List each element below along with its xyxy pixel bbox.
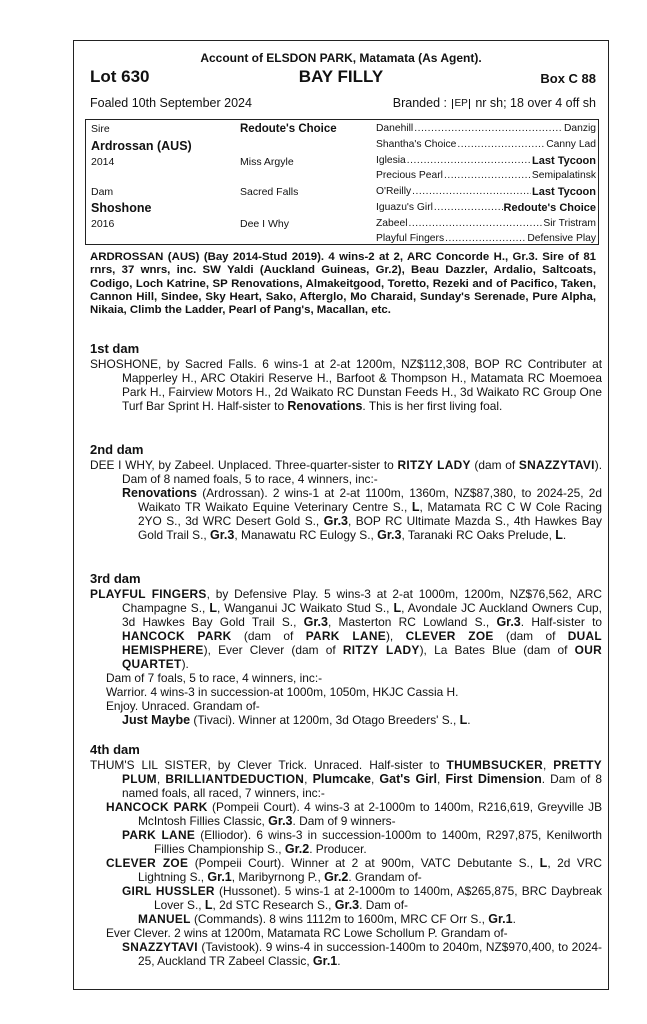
dams-dam: Dee I Why <box>240 218 290 230</box>
ancestor-sire: Defensive Play <box>527 233 596 244</box>
first-dam-heading: 1st dam <box>90 341 140 356</box>
ancestor-dam: Iguazu's Girl <box>376 202 433 213</box>
ancestor-row <box>376 155 596 167</box>
horse-description: BAY FILLY <box>298 67 384 86</box>
ancestor-dam: Precious Pearl <box>376 170 443 181</box>
ancestor-dam: Zabeel <box>376 218 408 229</box>
warrior-entry: Warrior. 4 wins-3 in succession-at 1000m, 1050m, HKJC Cassia H. <box>106 685 459 699</box>
brand-label: Branded : <box>392 96 447 110</box>
lot-number: Lot 630 <box>90 67 150 86</box>
dot-leader <box>414 123 563 134</box>
ancestor-sire: Last Tycoon <box>532 155 596 167</box>
dot-leader <box>408 218 542 229</box>
ancestor-sire: Last Tycoon <box>532 186 596 198</box>
dot-leader <box>457 139 545 150</box>
enjoy-entry: Enjoy. Unraced. Grandam of- <box>106 699 260 713</box>
ancestor-dam: Danehill <box>376 123 414 134</box>
ancestor-dam: Shantha's Choice <box>376 139 457 150</box>
catalogue-page <box>73 40 609 990</box>
first-dam-section <box>90 342 602 413</box>
sire-year: 2014 <box>91 156 115 168</box>
dot-leader <box>407 155 531 167</box>
ancestor-sire: Redoute's Choice <box>503 202 596 214</box>
ancestor-sire: Danzig <box>563 123 596 134</box>
ancestor-dam: Iglesia <box>376 155 406 166</box>
consignor-line: Account of ELSDON PARK, Matamata (As Agent). <box>200 51 482 65</box>
third-dam-section <box>90 572 602 727</box>
sire-name: Ardrossan (AUS) <box>91 139 192 153</box>
ever-clever-entry: Ever Clever. 2 wins at 1200m, Matamata RC Lowe Schollum P. Grandam of- <box>106 926 508 940</box>
fourth-dam-section <box>90 743 602 968</box>
manuel-entry: MANUEL (Commands). 8 wins 1112m to 1600m, MRC CF Orr S., Gr.1. <box>138 912 516 926</box>
park-lane-entry: PARK LANE (Elliodor). 6 wins-3 in succession-1000m to 1400m, R297,875, Kenilworth Fillies Championship S., Gr.2. Producer. <box>122 828 602 856</box>
ancestor-row <box>376 170 596 181</box>
third-dam-heading: 3rd dam <box>90 571 141 586</box>
fourth-dam-heading: 4th dam <box>90 742 140 757</box>
ancestor-row <box>376 123 596 134</box>
dam-year: 2016 <box>91 218 115 230</box>
dam-name: Shoshone <box>91 201 152 215</box>
pedigree-table <box>85 119 599 245</box>
box-number: Box C 88 <box>540 71 596 86</box>
ancestor-sire: Sir Tristram <box>543 218 596 229</box>
clever-zoe-entry: CLEVER ZOE (Pompeii Court). Winner at 2 at 900m, VATC Debutante S., L, 2d VRC Lightning S., Gr.1, Maribyrnong P., Gr.2. Grandam of- <box>106 856 602 884</box>
snazzytavi-entry: SNAZZYTAVI (Tavistook). 9 wins-4 in succession-1400m to 2040m, NZ$970,400, to 2024-25, Auckland TR Zabeel Classic, Gr.1. <box>122 940 602 968</box>
ancestor-sire: Semipalatinsk <box>531 170 596 181</box>
dam-label: Dam <box>91 186 114 198</box>
second-dam-text: DEE I WHY, by Zabeel. Unplaced. Three-quarter-sister to RITZY LADY (dam of SNAZZYTAVI). Dam of 8 named foals, 5 to race, 4 winners, inc:- <box>90 458 602 486</box>
ancestor-row <box>376 218 596 229</box>
ancestor-sire: Canny Lad <box>546 139 596 150</box>
ancestor-dam: Playful Fingers <box>376 233 445 244</box>
third-dam-text: PLAYFUL FINGERS, by Defensive Play. 5 wins-3 at 2-at 1000m, 1200m, NZ$76,562, ARC Champagne S., L, Wanganui JC Waikato Stud S., L, Avondale JC Auckland Owners Cup, 3d Hawkes Bay Gold Trail S., Gr.3, Masterton RC Lowland S., Gr.3. Half-sister to HANCOCK PARK (dam of PARK LANE), CLEVER ZOE (dam of DUAL HEMISPHERE), Ever Clever (dam of RITZY LADY), La Bates Blue (dam of OUR QUARTET). <box>90 587 603 671</box>
foaled-date: Foaled 10th September 2024 <box>90 96 252 110</box>
first-dam-text: SHOSHONE, by Sacred Falls. 6 wins-1 at 2-at 1200m, NZ$112,308, BOP RC Contributer at Mapperley H., ARC Otakiri Reserve H., Barfoot & Thompson H., Matamata RC Moemoea Park H., Fairview Motors H., 2d Waikato RC Dunstan Feeds H., 3d Waikato RC Group One Turf Bar Sprint H. Half-sister to Renovations. This is her first living foal. <box>90 357 602 413</box>
dams-sire: Sacred Falls <box>240 186 299 198</box>
ancestor-row <box>376 233 596 244</box>
dot-leader <box>412 186 531 198</box>
brand-info <box>393 96 596 110</box>
ancestor-row <box>376 186 596 198</box>
brand-description: nr sh; 18 over 4 off sh <box>475 96 596 110</box>
brand-mark: EP <box>454 98 468 109</box>
sires-dam: Miss Argyle <box>240 156 294 168</box>
third-dam-produce: Dam of 7 foals, 5 to race, 4 winners, inc:- <box>106 671 323 685</box>
sire-summary: ARDROSSAN (AUS) (Bay 2014-Stud 2019). 4 wins-2 at 2, ARC Concorde H., Gr.3. Sire of 81 rnrs, 37 wnrs, inc. SW Yaldi (Auckland Guineas, Gr.2), Beau Dazzler, Ardalio, Saltcoats, Codigo, Loch Katrine, SP Renovations, Almakeitgood, Toretto, Rezeki and of Pacifico, Taken, Cannon Hill, Sindee, Sky Heart, Sako, Afterglo, Mo Charaid, Sunday's Serenade, Pure Alpha, Nikaia, Climb the Ladder, Pearl of Pang's, Macallan, etc. <box>90 251 596 317</box>
second-dam-heading: 2nd dam <box>90 442 144 457</box>
sires-sire: Redoute's Choice <box>240 123 337 135</box>
dot-leader <box>434 202 503 214</box>
hancock-park-entry: HANCOCK PARK (Pompeii Court). 4 wins-3 at 2-1000m to 1400m, R216,619, Greyville JB McIntosh Fillies Classic, Gr.3. Dam of 9 winners- <box>106 800 603 828</box>
second-dam-section <box>90 443 602 542</box>
girl-hussler-entry: GIRL HUSSLER (Hussonet). 5 wins-1 at 2-1000m to 1400m, A$265,875, BRC Daybreak Lover S., L, 2d STC Research S., Gr.3. Dam of- <box>122 884 602 912</box>
fourth-dam-text: THUM'S LIL SISTER, by Clever Trick. Unraced. Half-sister to THUMBSUCKER, PRETTY PLUM, BRILLIANTDEDUCTION, Plumcake, Gat's Girl, First Dimension. Dam of 8 named foals, all raced, 7 winners, inc:- <box>90 758 603 800</box>
renovations-entry: Renovations (Ardrossan). 2 wins-1 at 2-at 1100m, 1360m, NZ$87,380, to 2024-25, 2d Waikato TR Waikato Equine Veterinary Centre S., L, Matamata RC C W Cole Racing 2YO S., 3d WRC Desert Gold S., Gr.3, BOP RC Ultimate Mazda S., 4th Hawkes Bay Gold Trail S., Gr.3, Manawatu RC Eulogy S., Gr.3, Taranaki RC Oaks Prelude, L. <box>122 486 602 542</box>
dot-leader <box>444 170 531 181</box>
ancestor-row <box>376 202 596 214</box>
sire-label: Sire <box>91 123 110 135</box>
ancestor-dam: O'Reilly <box>376 186 412 197</box>
ancestor-row <box>376 139 596 150</box>
just-maybe-entry: Just Maybe (Tivaci). Winner at 1200m, 3d Otago Breeders' S., L. <box>122 713 471 727</box>
dot-leader <box>445 233 526 244</box>
